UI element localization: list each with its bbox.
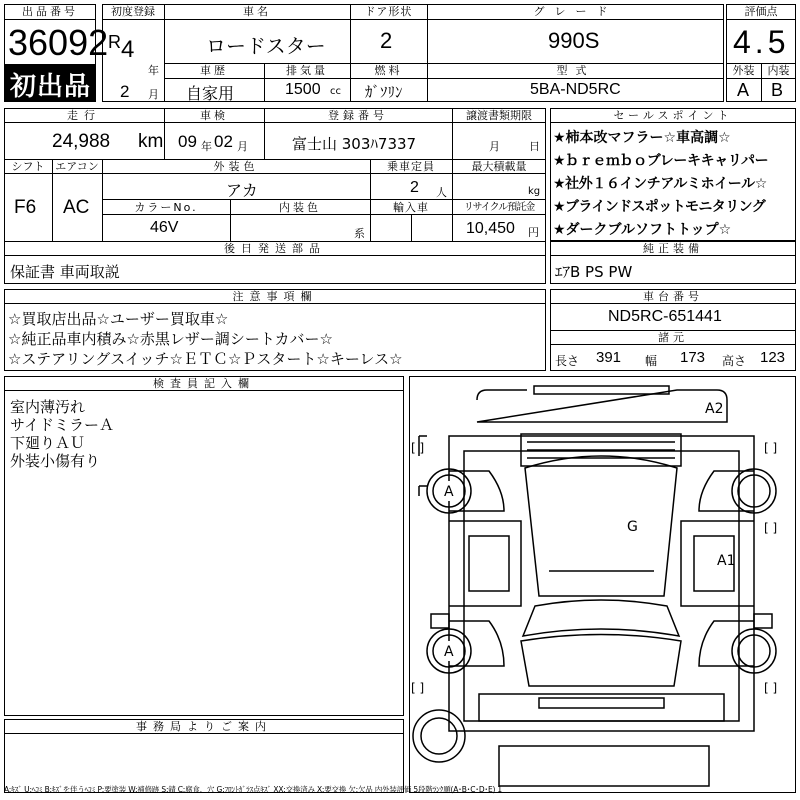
import-label: 輸入車 <box>393 201 429 214</box>
shift-value: F6 <box>14 197 37 218</box>
inspector-line-2: サイドミラーＡ <box>10 416 114 434</box>
inspector-line-3: 下廻りＡＵ <box>10 434 86 452</box>
score-ext: A <box>737 80 750 100</box>
sales-point-2: ★ｂｒｅｍｂｏブレーキキャリパー <box>553 153 769 169</box>
first-reg-era: R <box>108 32 121 52</box>
legend-text: A:ｷｽﾞ U:ﾍｺﾐ B:ｷｽﾞを伴うﾍｺﾐ P:要塗装 W:補修跡 S:錆 C:腐食、穴 G:ﾌﾛﾝﾄｶﾞﾗｽ点ｷｽﾞ XX:交換済み X:要交換 欠:欠品 内外装評価 5段階ﾗﾝｸ順(A･B･C･D･E) 1 <box>4 785 502 794</box>
notes-label: 注意事項欄 <box>232 290 318 303</box>
inspector-line-1: 室内薄汚れ <box>10 398 86 416</box>
lot-label: 出品番号 <box>22 5 78 18</box>
dims-hei-label: 高さ <box>722 354 747 368</box>
transfer-label: 譲渡書類期限 <box>466 109 532 122</box>
mark-roof: G <box>627 519 638 535</box>
notes-line-3: ☆ステアリングスイッチ☆ＥＴＣ☆Ｐスタート☆キーレス☆ <box>8 350 403 368</box>
recycle-unit: 円 <box>528 226 539 239</box>
displacement-label: 排気量 <box>286 64 328 77</box>
int-color-label: 内装色 <box>279 201 321 214</box>
bracket-3: [ ] <box>411 681 425 695</box>
sales-point-4: ★ブラインドスポットモニタリング <box>553 199 766 215</box>
car-name-label: 車名 <box>243 5 271 18</box>
score-int-label: 内装 <box>767 64 790 77</box>
later-parts-value: 保証書 車両取説 <box>10 263 120 281</box>
dims-len-label: 長さ <box>555 354 580 368</box>
capacity-label: 乗車定員 <box>387 160 435 173</box>
score-label: 評価点 <box>744 5 778 18</box>
mileage-unit: km <box>138 131 164 152</box>
history-value: 自家用 <box>186 84 235 103</box>
equipment-label: 純正装備 <box>643 242 703 255</box>
max-load-unit: kg <box>528 186 541 197</box>
model-value: 5BA-ND5RC <box>530 81 621 98</box>
first-reg-year-unit: 年 <box>148 64 159 77</box>
mark-rear: A2 <box>705 401 724 417</box>
aircon-label: エアコン <box>55 160 99 173</box>
mileage-value: 24,988 <box>52 131 111 152</box>
dims-wid: 173 <box>680 349 706 366</box>
bracket-2: [ ] <box>764 441 778 455</box>
dims-wid-label: 幅 <box>645 354 658 368</box>
color-no-value: 46V <box>150 219 179 236</box>
recycle-value: 10,450 <box>466 220 515 237</box>
lot-number: 36092 <box>8 22 109 63</box>
chassis-value: ND5RC-651441 <box>608 308 722 325</box>
grade-label: グレード <box>533 5 618 18</box>
dims-hei: 123 <box>760 349 786 366</box>
mark-wheel-rl: A <box>444 644 454 660</box>
transfer-month-unit: 月 <box>489 140 500 153</box>
score-int: B <box>771 80 784 100</box>
int-color-unit: 系 <box>354 227 365 240</box>
doors-value: 2 <box>380 28 393 53</box>
plate-label: 登録番号 <box>328 109 388 122</box>
capacity-unit: 人 <box>436 186 447 199</box>
first-reg-year: 4 <box>121 36 135 63</box>
sales-point-3: ★社外１６インチアルミホイール☆ <box>553 176 767 192</box>
first-listing-badge-text: 初出品 <box>10 72 92 102</box>
inspector-label: 検査員記入欄 <box>153 377 255 390</box>
mileage-label: 走行 <box>67 109 101 122</box>
notes-line-2: ☆純正品車内積み☆赤黒レザー調シートカバー☆ <box>8 330 333 348</box>
inspector-line-4: 外装小傷有り <box>10 452 101 470</box>
office-label: 事務局よりご案内 <box>136 720 272 733</box>
capacity-value: 2 <box>410 179 419 196</box>
bracket-1: [ ] <box>411 441 425 455</box>
sales-point-1: ★柿本改マフラー☆車高調☆ <box>553 130 731 146</box>
fuel-value: ｶﾞｿﾘﾝ <box>365 83 403 101</box>
ext-color-label: 外装色 <box>213 160 259 173</box>
later-parts-label: 後日発送部品 <box>224 242 326 255</box>
score-value: 4.5 <box>733 24 790 60</box>
inspection-year: 09 <box>178 132 197 151</box>
chassis-label: 車台番号 <box>643 290 703 303</box>
first-reg-month: 2 <box>120 82 130 101</box>
recycle-label: リサイクル預託金 <box>463 202 535 213</box>
aircon-value: AC <box>63 197 90 218</box>
ext-color-value: アカ <box>226 181 258 200</box>
bracket-4: [ ] <box>764 681 778 695</box>
sales-point-5: ★ダークブルソフトトップ☆ <box>553 222 732 238</box>
color-no-label: カラーNo. <box>134 201 198 214</box>
inspection-year-unit: 年 <box>201 140 212 153</box>
inspection-label: 車検 <box>200 109 228 122</box>
equipment-value: ｴｱB PS PW <box>555 263 633 281</box>
doors-label: ドア形状 <box>364 5 413 18</box>
mark-side: A1 <box>717 553 736 569</box>
fuel-label: 燃料 <box>374 64 403 77</box>
bracket-5: [ ] <box>764 521 778 535</box>
first-reg-label: 初度登録 <box>111 5 155 18</box>
score-ext-label: 外装 <box>732 64 755 77</box>
notes-line-1: ☆買取店出品☆ユーザー買取車☆ <box>8 310 229 328</box>
car-name-value: ロードスター <box>206 34 326 58</box>
inspection-month: 02 <box>214 132 233 151</box>
grade-value: 990S <box>548 28 600 53</box>
model-label: 型式 <box>556 64 595 77</box>
displacement-value: 1500 <box>285 81 321 98</box>
sales-points-label: セールスポイント <box>613 109 733 122</box>
max-load-label: 最大積載量 <box>471 160 527 173</box>
history-label: 車歴 <box>200 64 228 77</box>
mark-wheel-fl: A <box>444 484 454 500</box>
shift-label: シフト <box>11 160 45 173</box>
inspection-month-unit: 月 <box>237 140 248 153</box>
displacement-unit: cc <box>330 86 341 97</box>
dims-len: 391 <box>596 349 622 366</box>
plate-value: 富士山 303ﾊ7337 <box>292 135 417 153</box>
dims-label: 諸元 <box>658 331 688 344</box>
transfer-day-unit: 日 <box>529 140 540 153</box>
first-reg-month-unit: 月 <box>148 88 159 101</box>
car-damage-diagram <box>409 376 796 793</box>
